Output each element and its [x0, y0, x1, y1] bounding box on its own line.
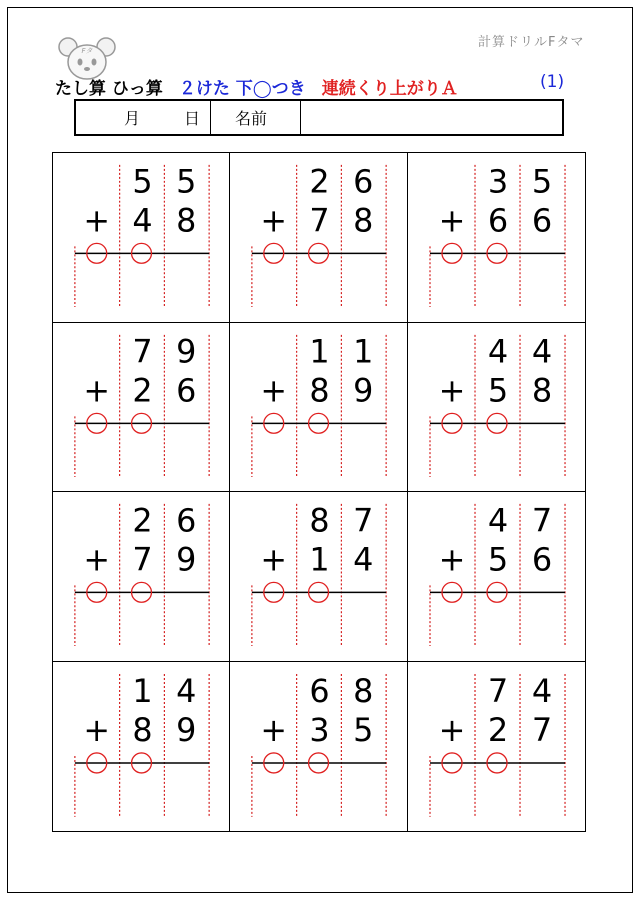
problem-figure	[230, 492, 406, 661]
top-ones-digit: 7	[531, 501, 552, 540]
problem-figure	[230, 662, 406, 832]
bottom-tens-digit: 2	[132, 372, 153, 409]
problem-cell[interactable]	[53, 492, 230, 662]
worksheet-title	[55, 74, 468, 99]
problem-cell[interactable]	[53, 662, 230, 832]
plus-operator: +	[438, 710, 466, 749]
bottom-ones-digit: 8	[353, 202, 374, 240]
brand-name: 計算ドリルFタマ	[478, 35, 585, 50]
plus-operator: +	[260, 710, 288, 749]
plus-operator: +	[83, 372, 111, 409]
top-tens-digit: 7	[487, 671, 508, 710]
top-tens-digit: 3	[487, 162, 508, 201]
top-ones-digit: 6	[353, 163, 374, 201]
day-label: 日	[184, 109, 201, 128]
problem-figure	[408, 662, 585, 832]
problem-cell[interactable]	[230, 153, 407, 323]
bottom-ones-digit: 6	[531, 540, 552, 579]
plus-operator: +	[438, 201, 466, 240]
top-tens-digit: 4	[487, 501, 508, 540]
top-ones-digit: 9	[176, 333, 197, 371]
top-tens-digit: 8	[309, 502, 330, 540]
problem-cell[interactable]	[408, 662, 585, 832]
top-ones-digit: 1	[353, 333, 374, 371]
date-field[interactable]	[76, 101, 211, 134]
plus-operator: +	[260, 372, 288, 409]
top-ones-digit: 5	[531, 162, 552, 201]
bottom-tens-digit: 7	[309, 202, 330, 240]
problem-figure	[53, 153, 229, 322]
problem-cell[interactable]	[408, 492, 585, 662]
logo-text: Fタ	[81, 47, 93, 55]
top-ones-digit: 4	[176, 671, 197, 710]
title-part-type: 連続くり上がりＡ	[321, 79, 458, 99]
bottom-ones-digit: 5	[353, 710, 374, 749]
problem-figure	[53, 492, 229, 661]
top-tens-digit: 6	[309, 671, 330, 710]
sheet-number: (1)	[540, 72, 565, 92]
bottom-tens-digit: 6	[487, 201, 508, 240]
top-ones-digit: 7	[353, 502, 374, 540]
problem-cell[interactable]	[53, 323, 230, 493]
top-ones-digit: 4	[531, 332, 552, 371]
top-tens-digit: 4	[487, 332, 508, 371]
plus-operator: +	[260, 202, 288, 240]
problem-figure	[408, 492, 585, 661]
problem-figure	[408, 323, 585, 492]
bottom-ones-digit: 4	[353, 541, 374, 579]
plus-operator: +	[83, 541, 111, 579]
plus-operator: +	[438, 540, 466, 579]
bottom-tens-digit: 7	[132, 541, 153, 579]
problem-cell[interactable]	[230, 323, 407, 493]
top-ones-digit: 6	[176, 502, 197, 540]
plus-operator: +	[83, 202, 111, 240]
bottom-tens-digit: 1	[309, 541, 330, 579]
problem-figure	[230, 323, 406, 492]
plus-operator: +	[260, 541, 288, 579]
problem-cell[interactable]	[408, 153, 585, 323]
bottom-ones-digit: 6	[531, 201, 552, 240]
top-tens-digit: 2	[309, 163, 330, 201]
bottom-tens-digit: 5	[487, 371, 508, 409]
bottom-ones-digit: 7	[531, 710, 552, 749]
top-ones-digit: 5	[176, 163, 197, 201]
name-date-box	[74, 99, 564, 136]
bottom-ones-digit: 9	[176, 710, 197, 749]
title-part-operation: たし算 ひっ算	[55, 79, 163, 99]
bottom-tens-digit: 8	[132, 710, 153, 749]
top-ones-digit: 4	[531, 671, 552, 710]
top-tens-digit: 7	[132, 333, 153, 371]
top-tens-digit: 2	[132, 502, 153, 540]
month-label: 月	[124, 109, 141, 128]
top-ones-digit: 8	[353, 671, 374, 710]
top-tens-digit: 1	[132, 671, 153, 710]
problem-figure	[53, 323, 229, 492]
bottom-ones-digit: 8	[176, 202, 197, 240]
bottom-tens-digit: 8	[309, 372, 330, 409]
plus-operator: +	[83, 710, 111, 749]
bottom-tens-digit: 3	[309, 710, 330, 749]
top-tens-digit: 1	[309, 333, 330, 371]
bottom-tens-digit: 4	[132, 202, 153, 240]
problem-grid	[52, 152, 586, 832]
bottom-ones-digit: 9	[353, 372, 374, 409]
plus-operator: +	[438, 371, 466, 409]
bottom-ones-digit: 8	[531, 371, 552, 409]
problem-figure	[408, 153, 585, 322]
problem-cell[interactable]	[408, 323, 585, 493]
top-tens-digit: 5	[132, 163, 153, 201]
name-field[interactable]	[301, 101, 562, 134]
problem-figure	[230, 153, 406, 322]
bottom-ones-digit: 6	[176, 372, 197, 409]
name-label: 名前	[211, 101, 301, 134]
title-part-digits: ２けた 下◯つき	[178, 79, 306, 99]
problem-figure	[53, 662, 229, 832]
problem-cell[interactable]	[53, 153, 230, 323]
problem-cell[interactable]	[230, 492, 407, 662]
bottom-tens-digit: 2	[487, 710, 508, 749]
bottom-ones-digit: 9	[176, 541, 197, 579]
bottom-tens-digit: 5	[487, 540, 508, 579]
problem-cell[interactable]	[230, 662, 407, 832]
